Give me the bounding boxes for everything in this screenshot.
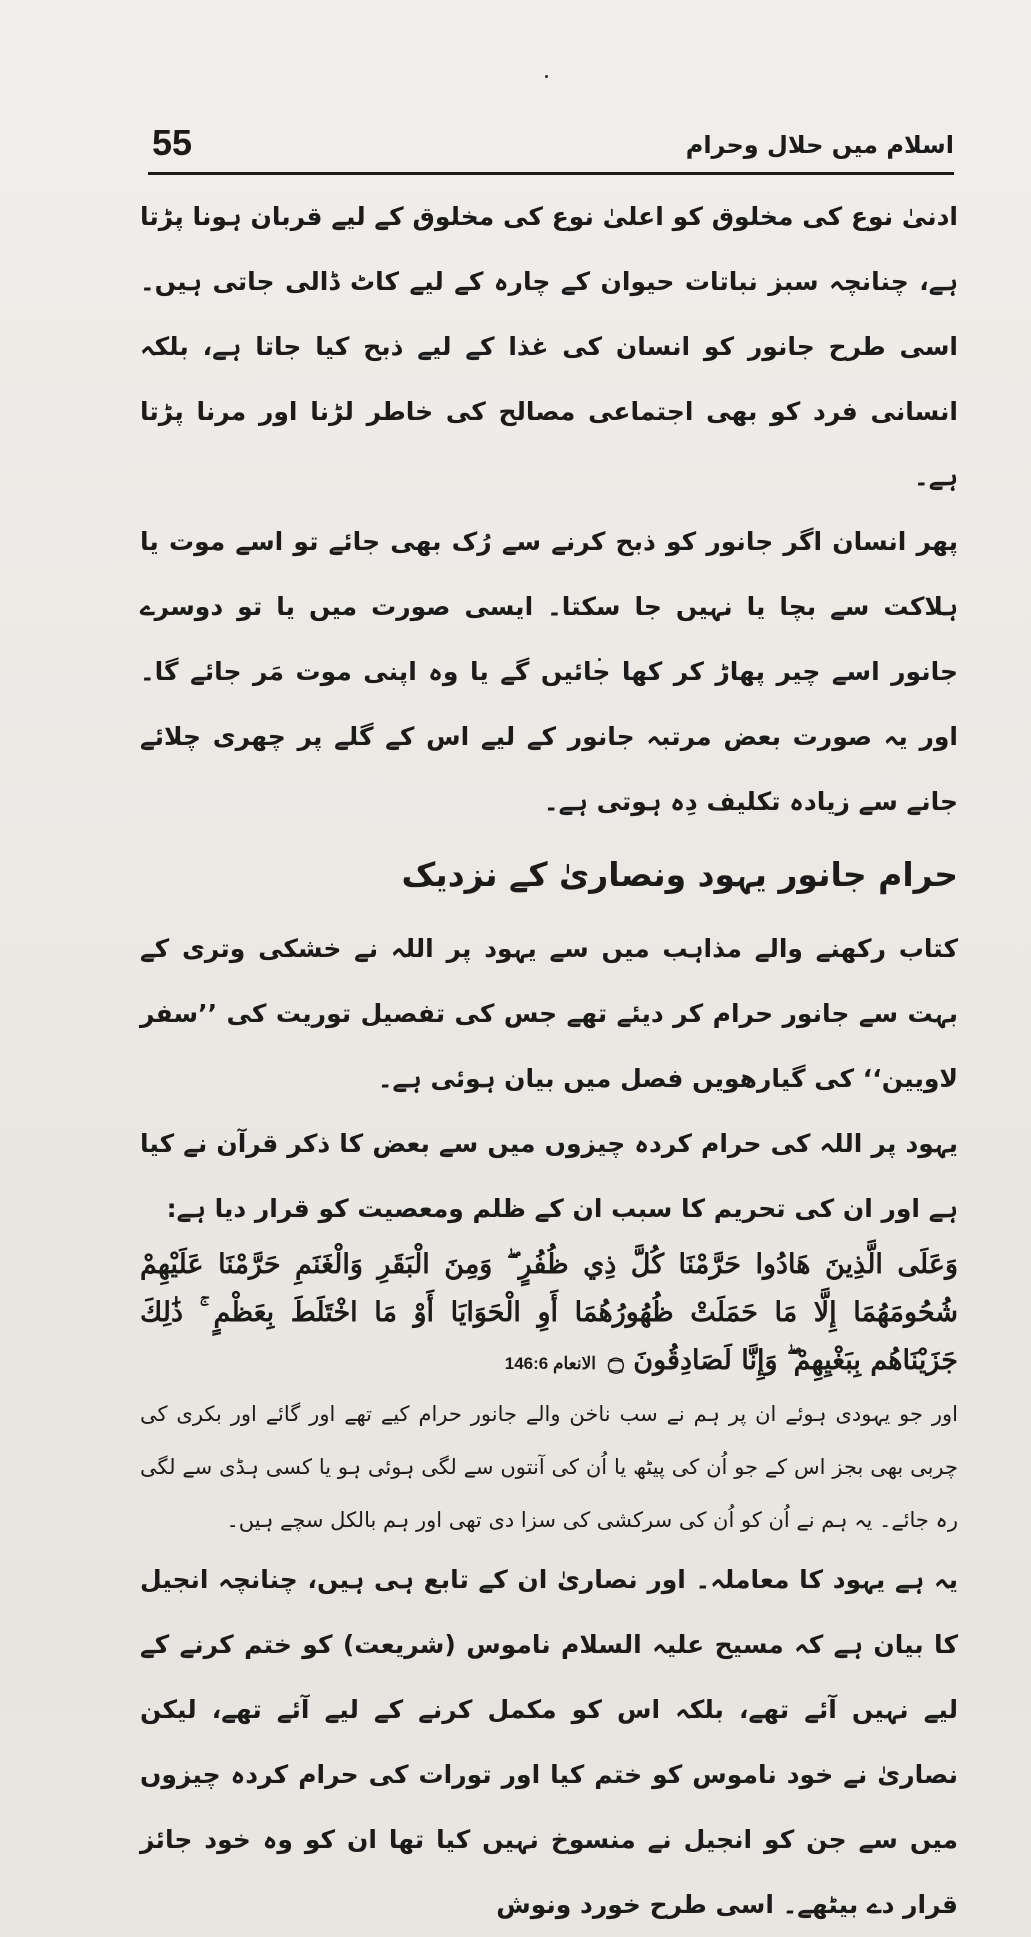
verse-citation: الانعام 146:6	[504, 1354, 597, 1373]
verse-text: وَعَلَى الَّذِينَ هَادُوا حَرَّمْنَا كُلَّ ذِي ظُفُرٍ ۖ وَمِنَ الْبَقَرِ وَالْغَنَمِ حَرَّمْنَا عَلَيْهِمْ شُحُومَهُمَا إِلَّا مَا حَمَلَتْ ظُهُورُهُمَا أَوِ الْحَوَايَا أَوْ مَا اخْتَلَطَ بِعَظْمٍ ۚ ذَٰلِكَ جَزَيْنَاهُم بِبَغْيِهِمْ ۖ وَإِنَّا لَصَادِقُونَ ۝	[140, 1249, 958, 1376]
paragraph-torah: کتاب رکھنے والے مذاہب میں سے یہود پر اللہ نے خشکی وتری کے بہت سے جانور حرام کر دیئے تھے جس کی تفصیل توریت کی ’’سفر لاویین‘‘ کی گیارھویں فصل میں بیان ہوئی ہے۔	[140, 934, 958, 1093]
page-body	[140, 184, 958, 1937]
section-heading: حرام جانور یہود ونصاریٰ کے نزدیک	[401, 855, 958, 894]
quran-verse	[140, 1241, 958, 1388]
page-number: 55	[152, 122, 193, 163]
header-divider	[148, 172, 954, 175]
ink-speck	[545, 75, 548, 78]
paragraph-quran-mention: یہود پر اللہ کی حرام کردہ چیزوں میں سے بعض کا ذکر قرآن نے کیا ہے اور ان کی تحریم کا سبب ان کے ظلم ومعصیت کو قرار دیا ہے:	[140, 1129, 958, 1223]
page-header	[148, 122, 954, 174]
paragraph-death: پھر انسان اگر جانور کو ذبح کرنے سے رُک بھی جائے تو اسے موت یا ہلاکت سے بچا یا نہیں جا سکتا۔ ایسی صورت میں یا تو دوسرے جانور اسے چیر پھاڑ کر کھا جائیں گے یا وہ اپنی موت مَر جائے گا۔ اور یہ صورت بعض مرتبہ جانور کے لیے اس کے گلے پر چھری چلائے جانے سے زیادہ تکلیف دِہ ہوتی ہے۔	[140, 527, 958, 816]
verse-translation: اور جو یہودی ہوئے ان پر ہم نے سب ناخن والے جانور حرام کیے تھے اور گائے اور بکری کی چربی بھی بجز اس کے جو اُن کی پیٹھ یا اُن کی آنتوں سے لگی ہوئی ہو یا کسی ہڈی سے لگی رہ جائے۔ یہ ہم نے اُن کو اُن کی سرکشی کی سزا دی تھی اور ہم بالکل سچے ہیں۔	[140, 1402, 958, 1532]
paragraph-sacrifice: ادنیٰ نوع کی مخلوق کو اعلیٰ نوع کی مخلوق کے لیے قربان ہونا پڑتا ہے، چنانچہ سبز نباتات حیوان کے چارہ کے لیے کاٹ ڈالی جاتی ہیں۔ اسی طرح جانور کو انسان کی غذا کے لیے ذبح کیا جاتا ہے، بلکہ انسانی فرد کو بھی اجتماعی مصالح کی خاطر لڑنا اور مرنا پڑتا ہے۔	[140, 202, 958, 491]
paragraph-christians: یہ ہے یہود کا معاملہ۔ اور نصاریٰ ان کے تابع ہی ہیں، چنانچہ انجیل کا بیان ہے کہ مسیح علیہ السلام ناموس (شریعت) کو ختم کرنے کے لیے نہیں آئے تھے، بلکہ اس کو مکمل کرنے کے لیے آئے تھے، لیکن نصاریٰ نے خود ناموس کو ختم کیا اور تورات کی حرام کردہ چیزوں میں سے جن کو انجیل نے منسوخ نہیں کیا تھا ان کو وہ خود جائز قرار دے بیٹھے۔ اسی طرح خورد ونوش	[140, 1565, 958, 1919]
running-title: اسلام میں حلال وحرام	[685, 131, 954, 159]
